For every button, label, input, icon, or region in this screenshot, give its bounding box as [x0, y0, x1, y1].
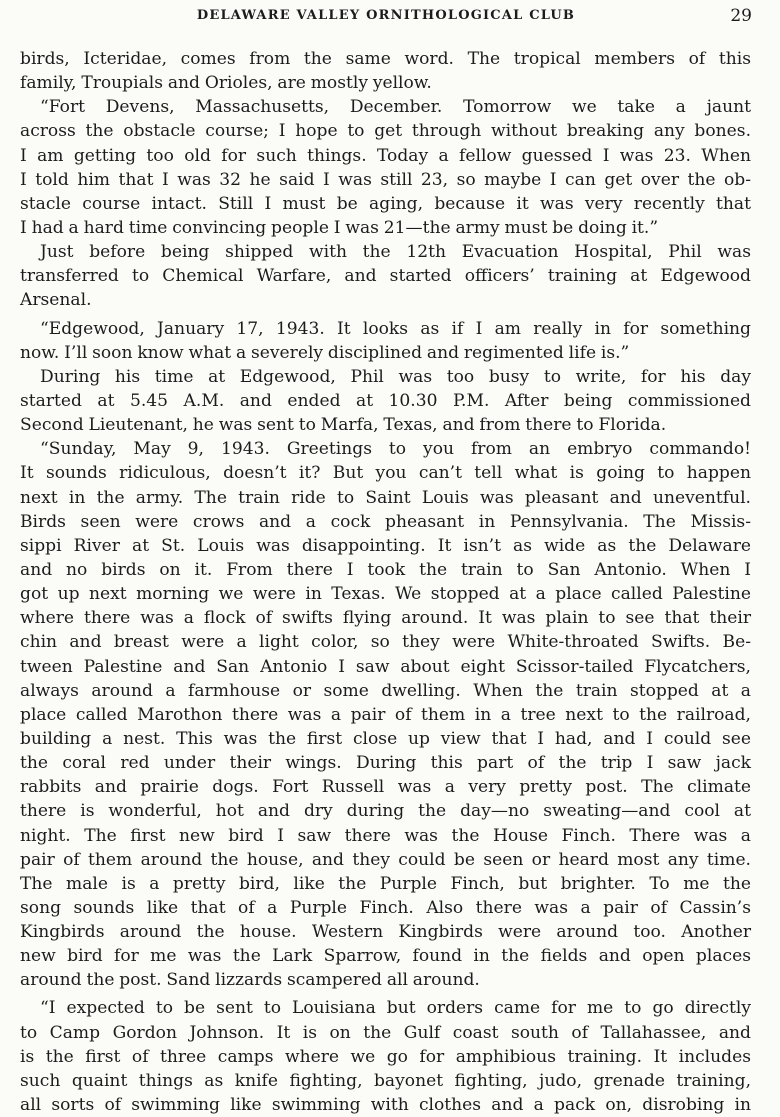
paragraph — [20, 996, 751, 1117]
text-line: song sounds like that of a Purple Finch. Also there was a pair of Cassin’s — [20, 897, 751, 918]
text-line: across the obstacle course; I hope to get through without breaking any bones. — [20, 121, 751, 142]
text-line: “Edgewood, January 17, 1943. It looks as if I am really in for something — [40, 318, 751, 339]
paragraph — [20, 365, 751, 437]
text-line: sippi River at St. Louis was disappointing. It isn’t as wide as the Delaware — [20, 535, 751, 556]
text-line: and no birds on it. From there I took the train to San Antonio. When I — [20, 559, 751, 580]
text-line: there is wonderful, hot and dry during the day—no sweating—and cool at — [20, 801, 751, 822]
text-line: I told him that I was 32 he said I was still 23, so maybe I can get over the ob- — [20, 169, 751, 190]
paragraph — [20, 47, 751, 95]
text-line: where there was a flock of swifts flying around. It was plain to see that their — [20, 608, 751, 629]
text-line: transferred to Chemical Warfare, and started officers’ training at Edgewood — [20, 266, 751, 287]
text-line: birds, Icteridae, comes from the same word. The tropical members of this — [20, 49, 751, 69]
text-line: to Camp Gordon Johnson. It is on the Gulf coast south of Tallahassee, and — [20, 1022, 751, 1043]
paragraph — [20, 95, 751, 240]
text-line: It sounds ridiculous, doesn’t it? But you can’t tell what is going to happen — [20, 463, 751, 484]
text-line: new bird for me was the Lark Sparrow, found in the fields and open places — [20, 946, 751, 967]
text-line: “Sunday, May 9, 1943. Greetings to you from an embryo commando! — [40, 439, 751, 460]
text-line: now. I’ll soon know what a severely disciplined and regimented life is.” — [20, 342, 630, 363]
text-line: started at 5.45 A.M. and ended at 10.30 P.M. After being commissioned — [20, 390, 751, 411]
text-line: stacle course intact. Still I must be aging, because it was very recently that — [20, 193, 751, 214]
text-line: such quaint things as knife fighting, bayonet fighting, judo, grenade training, — [20, 1070, 751, 1091]
text-line: Kingbirds around the house. Western Kingbirds were around too. Another — [20, 922, 751, 943]
text-line: I had a hard time convincing people I was 21—the army must be doing it.” — [20, 217, 659, 238]
text-line: the coral red under their wings. During this part of the trip I saw jack — [20, 753, 751, 774]
text-line: During his time at Edgewood, Phil was too busy to write, for his day — [40, 366, 751, 387]
page-header — [20, 6, 752, 28]
text-line: always around a farmhouse or some dwelling. When the train stopped at a — [20, 680, 751, 701]
running-head: DELAWARE VALLEY ORNITHOLOGICAL CLUB — [196, 8, 576, 23]
text-line: next in the army. The train ride to Saint Louis was pleasant and uneventful. — [20, 487, 751, 508]
text-line: night. The first new bird I saw there was the House Finch. There was a — [20, 825, 751, 846]
text-line: building a nest. This was the first close up view that I had, and I could see — [20, 728, 751, 749]
text-line: Second Lieutenant, he was sent to Marfa, Texas, and from there to Florida. — [20, 415, 667, 436]
page-number: 29 — [730, 6, 752, 26]
text-line: “Fort Devens, Massachusetts, December. Tomorrow we take a jaunt — [40, 97, 751, 118]
text-line: “I expected to be sent to Louisiana but orders came for me to go directly — [40, 998, 751, 1019]
text-line: Birds seen were crows and a cock pheasant in Pennsylvania. The Missis- — [20, 511, 751, 532]
text-line: place called Marothon there was a pair of them in a tree next to the railroad, — [20, 704, 751, 725]
text-line: got up next morning we were in Texas. We stopped at a place called Palestine — [20, 584, 751, 605]
text-line: I am getting too old for such things. Today a fellow guessed I was 23. When — [20, 145, 751, 166]
text-line: is the first of three camps where we go for amphibious training. It includes — [20, 1046, 751, 1067]
body-text — [20, 47, 751, 1117]
text-line: chin and breast were a light color, so they were White-throated Swifts. Be- — [20, 632, 751, 653]
text-line: pair of them around the house, and they could be seen or heard most any time. — [20, 849, 751, 870]
paragraph — [20, 317, 751, 365]
text-line: around the post. Sand lizzards scampered all around. — [20, 970, 480, 991]
text-line: rabbits and prairie dogs. Fort Russell was a very pretty post. The climate — [20, 777, 751, 798]
text-line: Just before being shipped with the 12th Evacuation Hospital, Phil was — [40, 242, 751, 263]
text-line: family, Troupials and Orioles, are mostly yellow. — [20, 73, 432, 94]
text-line: all sorts of swimming like swimming with clothes and a pack on, disrobing in — [20, 1095, 751, 1116]
text-line: The male is a pretty bird, like the Purple Finch, but brighter. To me the — [20, 873, 751, 894]
paragraph — [20, 437, 751, 992]
text-line: Arsenal. — [20, 290, 92, 311]
text-line: tween Palestine and San Antonio I saw about eight Scissor-tailed Flycatchers, — [20, 656, 751, 677]
paragraph — [20, 240, 751, 312]
